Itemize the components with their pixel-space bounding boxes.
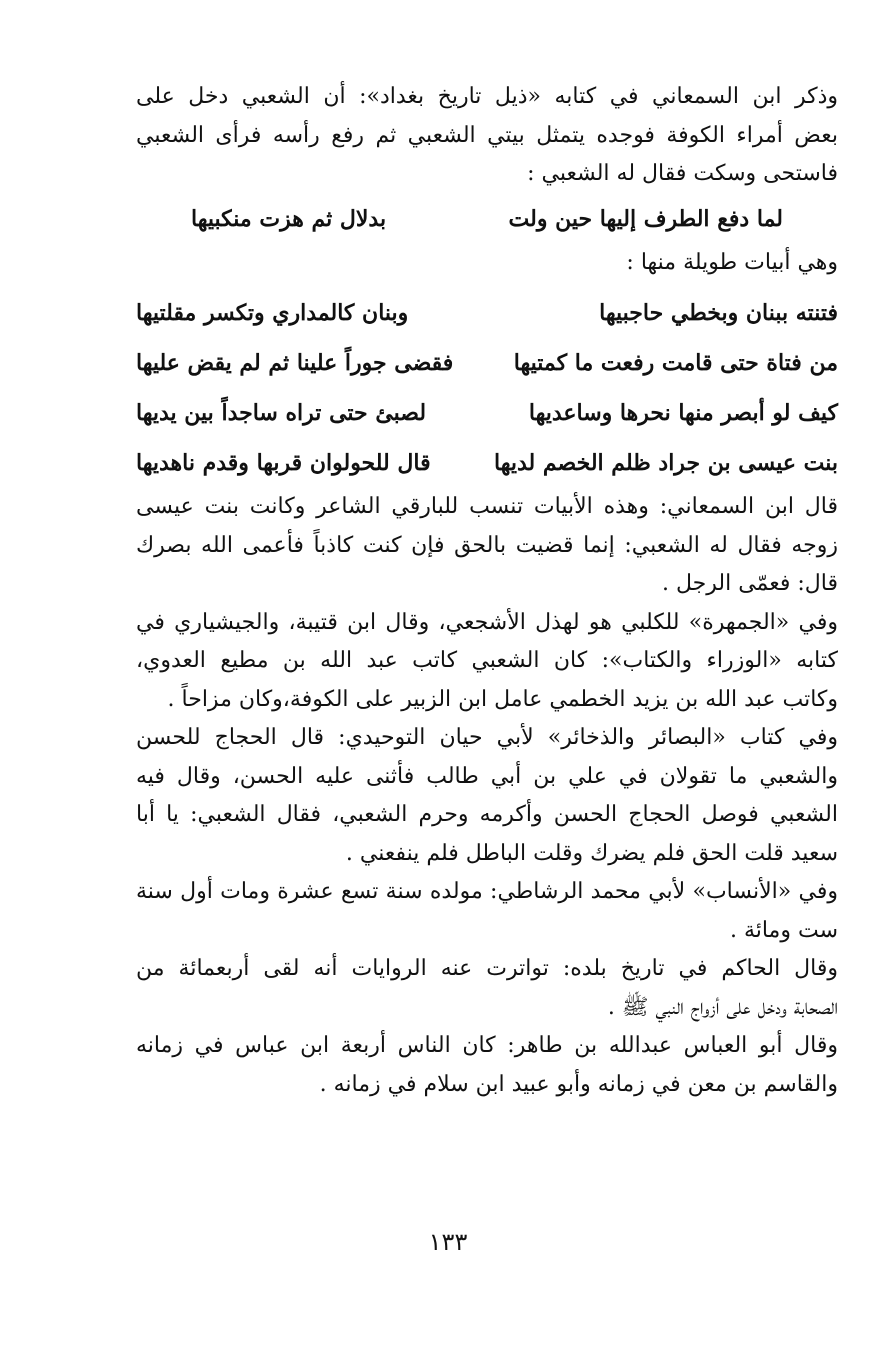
text-line: وفي «الأنساب» لأبي محمد الرشاطي: مولده سنة تسع عشرة ومات أول سنة bbox=[136, 879, 838, 904]
verse-line bbox=[136, 438, 838, 488]
text-line: وفي كتاب «البصائر والذخائر» لأبي حيان التوحيدي: قال الحجاج للحسن bbox=[136, 725, 838, 750]
paragraph-1 bbox=[136, 78, 838, 194]
text-line: الصحابة ودخل على أزواج النبي ﷺ . bbox=[607, 994, 838, 1020]
text-line: بعض أمراء الكوفة فوجده يتمثل بيتي الشعبي ثم رفع رأسه فرأى الشعبي bbox=[136, 122, 838, 148]
verse-right-hemistich: من فتاة حتى قامت رفعت ما كمتيها bbox=[513, 350, 838, 376]
paragraph-3 bbox=[136, 604, 838, 720]
text-line: وقال أبو العباس عبدالله بن طاهر: كان الناس أربعة ابن عباس في زمانه bbox=[136, 1033, 838, 1058]
text-line: كتابه «الوزراء والكتاب»: كان الشعبي كاتب عبد الله بن مطيع العدوي، bbox=[136, 648, 838, 673]
paragraph-4 bbox=[136, 719, 838, 873]
verse-left-hemistich: فقضى جوراً علينا ثم لم يقض عليها bbox=[136, 350, 454, 376]
verse-left-hemistich: قال للحولوان قربها وقدم ناهديها bbox=[136, 450, 431, 476]
text-line: وهي أبيات طويلة منها : bbox=[626, 249, 838, 275]
text-line: سعيد قلت الحق فلم يضرك وقلت الباطل فلم ينفعني . bbox=[345, 840, 838, 866]
verse-right-hemistich: بنت عيسى بن جراد ظلم الخصم لديها bbox=[494, 450, 838, 476]
text-line: ست ومائة . bbox=[729, 917, 838, 943]
text-line: وكاتب عبد الله بن يزيد الخطمي عامل ابن الزبير على الكوفة،وكان مزاحاً . bbox=[167, 686, 838, 712]
text-line: والشعبي ما تقولان في علي بن أبي طالب فأثنى عليه الحسن، وقال فيه bbox=[136, 763, 838, 789]
text-line: وذكر ابن السمعاني في كتابه «ذيل تاريخ بغداد»: أن الشعبي دخل على bbox=[136, 84, 838, 109]
verse-left-hemistich: بدلال ثم هزت منكبيها bbox=[191, 205, 387, 232]
paragraph-2 bbox=[136, 488, 838, 604]
paragraph-7 bbox=[136, 1027, 838, 1104]
poem bbox=[136, 282, 838, 488]
verse-left-hemistich: وبنان كالمداري وتكسر مقلتيها bbox=[136, 300, 409, 326]
verse-left-hemistich: لصبئ حتى تراه ساجداً بين يديها bbox=[136, 400, 427, 426]
verse-line bbox=[136, 194, 838, 244]
text-line: قال: فعمّى الرجل . bbox=[662, 571, 838, 596]
text-line: فاستحى وسكت فقال له الشعبي : bbox=[527, 161, 838, 186]
verse-line bbox=[136, 338, 838, 388]
page-number: ١٣٣ bbox=[428, 1228, 468, 1256]
page-body bbox=[136, 78, 838, 1104]
verse-right-hemistich: لما دفع الطرف إليها حين ولت bbox=[508, 205, 783, 232]
verse-right-hemistich: كيف لو أبصر منها نحرها وساعديها bbox=[528, 400, 838, 426]
text-line: وفي «الجمهرة» للكلبي هو لهذل الأشجعي، وقال ابن قتيبة، والجيشياري في bbox=[136, 609, 838, 635]
paragraph-5 bbox=[136, 873, 838, 950]
verse-line bbox=[136, 388, 838, 438]
text-line: زوجه فقال له الشعبي: إنما قضيت بالحق فإن كنت كاذباً فأعمى الله بصرك bbox=[136, 532, 838, 558]
verse-right-hemistich: فتنته ببنان وبخطي حاجبيها bbox=[599, 300, 838, 326]
text-line: وقال الحاكم في تاريخ بلده: تواترت عنه الروايات أنه لقى أربعمائة من bbox=[136, 956, 838, 981]
text-line: والقاسم بن معن في زمانه وأبو عبيد ابن سلام في زمانه . bbox=[319, 1071, 838, 1097]
text-line: الشعبي فوصل الحجاج الحسن وأكرمه وحرم الشعبي، فقال الشعبي: يا أبا bbox=[136, 802, 838, 827]
text-line: قال ابن السمعاني: وهذه الأبيات تنسب للبارقي الشاعر وكانت بنت عيسى bbox=[136, 494, 838, 519]
paragraph-6 bbox=[136, 950, 838, 1027]
verse-line bbox=[136, 288, 838, 338]
